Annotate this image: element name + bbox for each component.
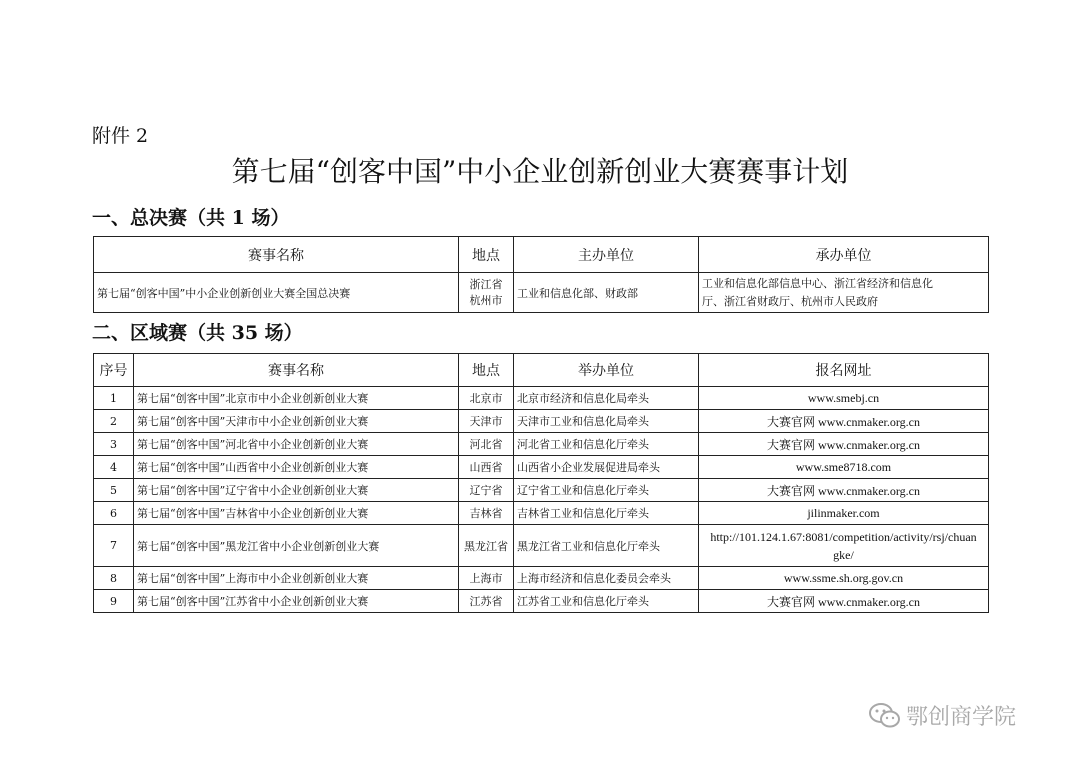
column-header: 主办单位: [514, 237, 699, 273]
organizer-cell: [699, 273, 989, 313]
wechat-icon: [868, 702, 902, 730]
document-title: 第七届“创客中国”中小企业创新创业大赛赛事计划: [231, 155, 849, 188]
column-header: 地点: [459, 237, 514, 273]
watermark-text: 鄂创商学院: [906, 705, 1017, 730]
column-header: 承办单位: [699, 237, 989, 273]
table-header-row: [94, 237, 989, 273]
regional-table: [93, 353, 989, 613]
location-cell: 山西省: [459, 456, 514, 479]
host-cell: 北京市经济和信息化局牵头: [514, 387, 699, 410]
registration-url-cell: www.sme8718.com: [699, 456, 989, 479]
table-header-row: [94, 354, 989, 387]
registration-url-cell: 大赛官网 www.cnmaker.org.cn: [699, 410, 989, 433]
registration-url-cell: 大赛官网 www.cnmaker.org.cn: [699, 479, 989, 502]
column-header: 报名网址: [699, 354, 989, 387]
table-row: [94, 410, 989, 433]
table-row: [94, 502, 989, 525]
host-cell: 黑龙江省工业和信息化厅牵头: [514, 525, 699, 567]
host-cell: 江苏省工业和信息化厅牵头: [514, 590, 699, 613]
column-header: 赛事名称: [134, 354, 459, 387]
serial-cell: 5: [94, 479, 134, 502]
watermark: [868, 700, 1016, 731]
location-cell: 辽宁省: [459, 479, 514, 502]
event-name-cell: 第七届“创客中国”中小企业创新创业大赛全国总决赛: [94, 273, 459, 313]
serial-cell: 7: [94, 525, 134, 567]
serial-cell: 9: [94, 590, 134, 613]
organizer-line: 厅、浙江省财政厅、杭州市人民政府: [702, 294, 878, 308]
host-cell: 工业和信息化部、财政部: [514, 273, 699, 313]
column-header: 序号: [94, 354, 134, 387]
attachment-label: 附件 2: [92, 125, 149, 147]
table-row: [94, 433, 989, 456]
serial-cell: 1: [94, 387, 134, 410]
event-name-cell: 第七届“创客中国”上海市中小企业创新创业大赛: [134, 567, 459, 590]
host-cell: 上海市经济和信息化委员会牵头: [514, 567, 699, 590]
registration-url-cell: jilinmaker.com: [699, 502, 989, 525]
serial-cell: 2: [94, 410, 134, 433]
table-row: [94, 479, 989, 502]
url-line: http://101.124.1.67:8081/competition/activity/rsj/chuan: [710, 529, 977, 544]
registration-url-cell: 大赛官网 www.cnmaker.org.cn: [699, 590, 989, 613]
host-cell: 吉林省工业和信息化厅牵头: [514, 502, 699, 525]
location-cell: 北京市: [459, 387, 514, 410]
event-name-cell: 第七届“创客中国”吉林省中小企业创新创业大赛: [134, 502, 459, 525]
column-header: 地点: [459, 354, 514, 387]
event-name-cell: 第七届“创客中国”天津市中小企业创新创业大赛: [134, 410, 459, 433]
registration-url-cell: 大赛官网 www.cnmaker.org.cn: [699, 433, 989, 456]
host-cell: 辽宁省工业和信息化厅牵头: [514, 479, 699, 502]
serial-cell: 6: [94, 502, 134, 525]
location-cell: 河北省: [459, 433, 514, 456]
column-header: 赛事名称: [94, 237, 459, 273]
event-name-cell: 第七届“创客中国”黑龙江省中小企业创新创业大赛: [134, 525, 459, 567]
location-cell: 上海市: [459, 567, 514, 590]
event-name-cell: 第七届“创客中国”北京市中小企业创新创业大赛: [134, 387, 459, 410]
registration-url-cell: www.smebj.cn: [699, 387, 989, 410]
url-line: gke/: [833, 547, 854, 562]
finals-table: [93, 236, 989, 313]
section-heading-finals: 一、总决赛（共 1 场）: [92, 207, 290, 229]
location-line: 浙江省: [469, 277, 503, 291]
registration-url-cell: www.ssme.sh.org.gov.cn: [699, 567, 989, 590]
organizer-line: 工业和信息化部信息中心、浙江省经济和信息化: [702, 276, 933, 290]
table-row: [94, 273, 989, 313]
location-line: 杭州市: [469, 293, 503, 307]
location-cell: 江苏省: [459, 590, 514, 613]
column-header: 举办单位: [514, 354, 699, 387]
location-cell: 吉林省: [459, 502, 514, 525]
table-row: [94, 456, 989, 479]
serial-cell: 4: [94, 456, 134, 479]
host-cell: 天津市工业和信息化局牵头: [514, 410, 699, 433]
serial-cell: 8: [94, 567, 134, 590]
event-name-cell: 第七届“创客中国”江苏省中小企业创新创业大赛: [134, 590, 459, 613]
location-cell: [459, 273, 514, 313]
table-row: [94, 525, 989, 567]
host-cell: 山西省小企业发展促进局牵头: [514, 456, 699, 479]
table-row: [94, 567, 989, 590]
location-cell: 黑龙江省: [459, 525, 514, 567]
event-name-cell: 第七届“创客中国”山西省中小企业创新创业大赛: [134, 456, 459, 479]
event-name-cell: 第七届“创客中国”辽宁省中小企业创新创业大赛: [134, 479, 459, 502]
table-row: [94, 590, 989, 613]
event-name-cell: 第七届“创客中国”河北省中小企业创新创业大赛: [134, 433, 459, 456]
location-cell: 天津市: [459, 410, 514, 433]
section-heading-regional: 二、区域赛（共 35 场）: [92, 322, 303, 344]
serial-cell: 3: [94, 433, 134, 456]
table-row: [94, 387, 989, 410]
registration-url-cell: [699, 525, 989, 567]
host-cell: 河北省工业和信息化厅牵头: [514, 433, 699, 456]
